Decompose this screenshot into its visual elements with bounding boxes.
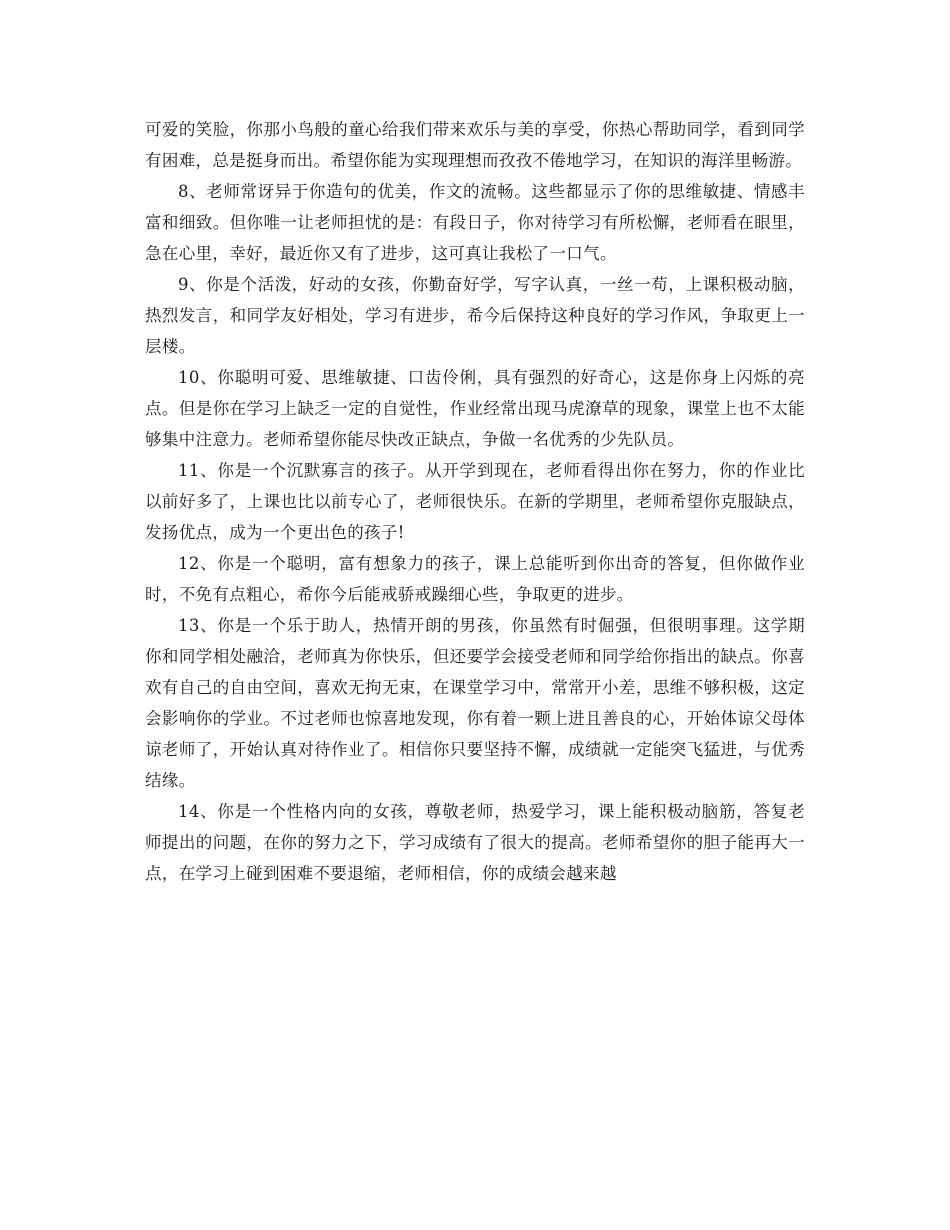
paragraph-comment-12: 12、你是一个聪明，富有想象力的孩子，课上总能听到你出奇的答复，但你做作业时，不免有点粗心，希你今后能戒骄戒躁细心些，争取更的进步。 <box>145 554 805 604</box>
paragraph-comment-11: 11、你是一个沉默寡言的孩子。从开学到现在，老师看得出你在努力，你的作业比以前好多了，上课也比以前专心了，老师很快乐。在新的学期里，老师希望你克服缺点，发扬优点，成为一个更出色的孩子! <box>145 461 805 542</box>
document-body <box>145 114 805 889</box>
paragraph-comment-8: 8、老师常讶异于你造句的优美，作文的流畅。这些都显示了你的思维敏捷、情感丰富和细致。但你唯一让老师担忧的是：有段日子，你对待学习有所松懈，老师看在眼里，急在心里，幸好，最近你又有了进步，这可真让我松了一口气。 <box>145 182 805 263</box>
paragraph-comment-9: 9、你是个活泼，好动的女孩，你勤奋好学，写字认真，一丝一苟，上课积极动脑，热烈发言，和同学友好相处，学习有进步，希今后保持这种良好的学习作风，争取更上一层楼。 <box>145 275 805 356</box>
paragraph-comment-14: 14、你是一个性格内向的女孩，尊敬老师，热爱学习，课上能积极动脑筋，答复老师提出的问题，在你的努力之下，学习成绩有了很大的提高。老师希望你的胆子能再大一点，在学习上碰到困难不要退缩，老师相信，你的成绩会越来越 <box>145 802 805 883</box>
paragraph-continuation: 可爱的笑脸，你那小鸟般的童心给我们带来欢乐与美的享受，你热心帮助同学，看到同学有困难，总是挺身而出。希望你能为实现理想而孜孜不倦地学习，在知识的海洋里畅游。 <box>145 120 805 170</box>
paragraph-comment-10: 10、你聪明可爱、思维敏捷、口齿伶俐，具有强烈的好奇心，这是你身上闪烁的亮点。但是你在学习上缺乏一定的自觉性，作业经常出现马虎潦草的现象，课堂上也不太能够集中注意力。老师希望你能尽快改正缺点，争做一名优秀的少先队员。 <box>145 368 805 449</box>
paragraph-comment-13: 13、你是一个乐于助人，热情开朗的男孩，你虽然有时倔强，但很明事理。这学期你和同学相处融洽，老师真为你快乐，但还要学会接受老师和同学给你指出的缺点。你喜欢有自己的自由空间，喜欢无拘无束，在课堂学习中，常常开小差，思维不够积极，这定会影响你的学业。不过老师也惊喜地发现，你有着一颗上进且善良的心，开始体谅父母体谅老师了，开始认真对待作业了。相信你只要坚持不懈，成绩就一定能突飞猛进，与优秀结缘。 <box>145 616 805 790</box>
